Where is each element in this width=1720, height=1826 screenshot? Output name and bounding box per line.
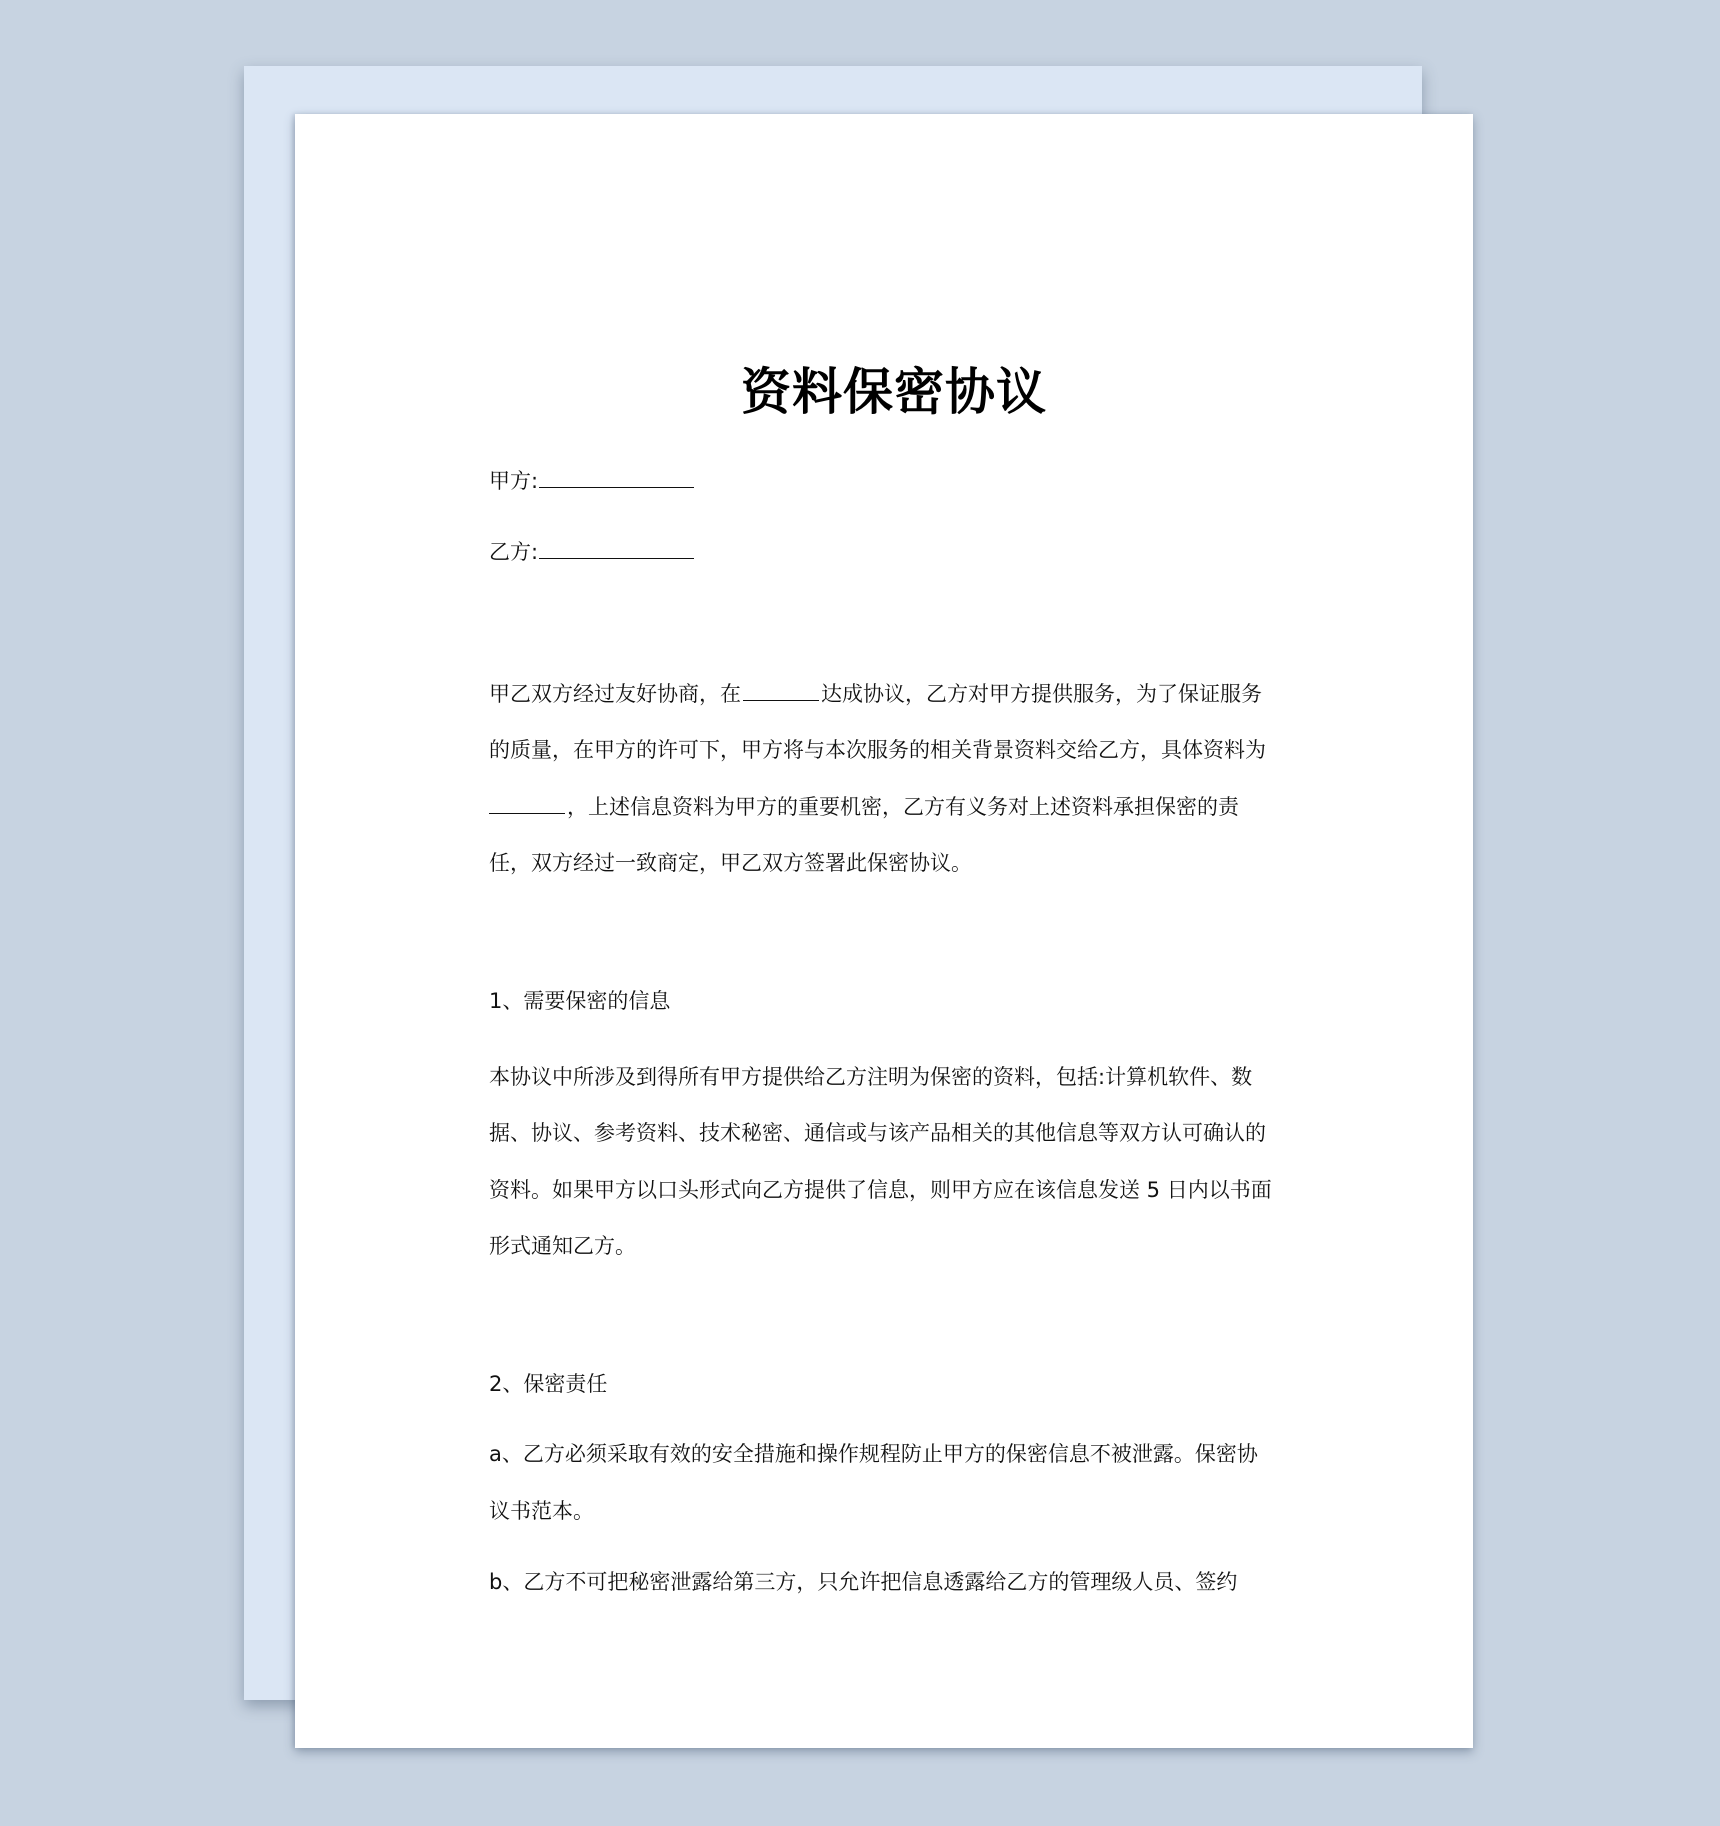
party-b-line	[489, 537, 694, 567]
section-2-item-b-line: b、乙方不可把秘密泄露给第三方，只允许把信息透露给乙方的管理级人员、签约	[489, 1570, 1238, 1594]
section-2-item-a-line: 议书范本。	[489, 1499, 594, 1523]
intro-line-2: 的质量，在甲方的许可下，甲方将与本次服务的相关背景资料交给乙方，具体资料为	[489, 738, 1266, 762]
section-1-line: 资料。如果甲方以口头形式向乙方提供了信息，则甲方应在该信息发送 5 日内以书面	[489, 1178, 1272, 1202]
document-title: 资料保密协议	[741, 363, 1047, 421]
party-b-label: 乙方:	[489, 540, 539, 564]
intro-text: 达成协议，乙方对甲方提供服务，为了保证服务	[821, 682, 1262, 706]
section-1-line: 形式通知乙方。	[489, 1234, 636, 1258]
intro-line-4: 任，双方经过一致商定，甲乙双方签署此保密协议。	[489, 851, 972, 875]
document-page	[295, 114, 1473, 1748]
section-2-heading: 2、保密责任	[489, 1372, 608, 1396]
section-1-line: 据、协议、参考资料、技术秘密、通信或与该产品相关的其他信息等双方认可确认的	[489, 1121, 1266, 1145]
party-a-label: 甲方:	[489, 469, 539, 493]
party-a-blank[interactable]	[539, 467, 694, 488]
date-blank[interactable]	[743, 680, 819, 701]
intro-line-1	[489, 679, 1262, 709]
intro-text: 甲乙双方经过友好协商，在	[489, 682, 741, 706]
intro-text: ，上述信息资料为甲方的重要机密，乙方有义务对上述资料承担保密的责	[567, 795, 1239, 819]
materials-blank[interactable]	[489, 793, 565, 814]
intro-line-3	[489, 792, 1239, 822]
section-2-item-a-line: a、乙方必须采取有效的安全措施和操作规程防止甲方的保密信息不被泄露。保密协	[489, 1442, 1258, 1466]
section-1-heading: 1、需要保密的信息	[489, 989, 671, 1013]
party-a-line	[489, 466, 694, 496]
section-1-line: 本协议中所涉及到得所有甲方提供给乙方注明为保密的资料，包括:计算机软件、数	[489, 1065, 1253, 1089]
party-b-blank[interactable]	[539, 538, 694, 559]
